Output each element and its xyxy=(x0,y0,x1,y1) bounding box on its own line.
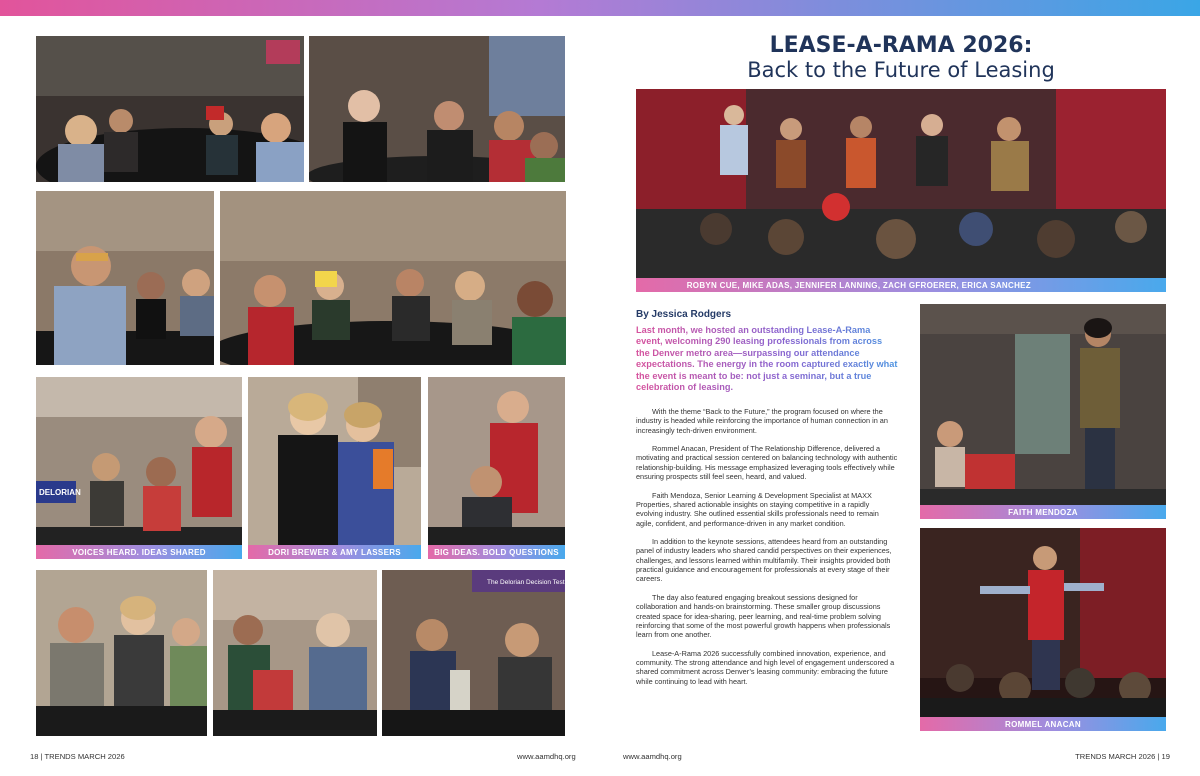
body-paragraph: Rommel Anacan, President of The Relationship Difference, delivered a motivating and practical session centered on balancing technology with authentic relationship-building. His message emphasized leveraging tools effectively while ensuring prospects still feel seen, heard, and valued. xyxy=(636,444,898,482)
article-title: LEASE-A-RAMA 2026: xyxy=(769,33,1033,58)
caption-voices-heard: VOICES HEARD. IDEAS SHARED xyxy=(36,545,242,559)
body-paragraph: Faith Mendoza, Senior Learning & Development Specialist at MAXX Properties, shared actionable insights on staying competitive in a rapidly evolving industry. She outlined essential skills professionals need to remain agile, confident, and performance-driven in any market condition. xyxy=(636,490,879,528)
top-gradient-bar xyxy=(0,0,1200,16)
caption-faith-mendoza: FAITH MENDOZA xyxy=(920,505,1166,519)
footer-right-page: TRENDS MARCH 2026 | 19 xyxy=(1075,752,1170,761)
photo-table-group-4 xyxy=(220,191,566,365)
footer-left-page: 18 | TRENDS MARCH 2026 xyxy=(30,752,125,761)
article-body xyxy=(636,407,898,695)
delorian-sign-text: DELORIAN xyxy=(39,488,81,497)
footer-right-url: www.aamdhq.org xyxy=(623,752,682,761)
photo-table-group-5 xyxy=(36,570,207,736)
caption-panel-speakers: ROBYN CUE, MIKE ADAS, JENNIFER LANNING, ZACH GFROERER, ERICA SANCHEZ xyxy=(636,278,1166,292)
byline: By Jessica Rodgers xyxy=(636,309,732,320)
photo-panel-speakers xyxy=(636,89,1166,292)
photo-rommel-anacan xyxy=(920,528,1166,731)
photo-table-group-3 xyxy=(36,191,214,365)
caption-big-ideas: BIG IDEAS. BOLD QUESTIONS xyxy=(428,545,565,559)
article-subtitle: Back to the Future of Leasing xyxy=(747,58,1055,82)
photo-dori-amy xyxy=(248,377,421,559)
caption-dori-amy: DORI BREWER & AMY LASSERS xyxy=(248,545,421,559)
photo-table-group-6 xyxy=(213,570,377,736)
photo-big-ideas xyxy=(428,377,565,559)
body-paragraph: In addition to the keynote sessions, attendees heard from an outstanding panel of industry leaders who shared candid perspectives on their experiences, challenges, and lessons learned within multifamily. Their insights provided both practical guidance and encouragement for professionals at every stage of their careers. xyxy=(636,537,892,584)
body-paragraph: The day also featured engaging breakout sessions designed for collaboration and hands-on brainstorming. These smaller group discussions created space for idea-sharing, peer learning, and real-time problem solving reinforcing that some of the most powerful growth happens when professionals learn from one another. xyxy=(636,592,891,640)
footer-left-url: www.aamdhq.org xyxy=(517,752,576,761)
caption-rommel-anacan: ROMMEL ANACAN xyxy=(920,717,1166,731)
photo-table-group-7 xyxy=(382,570,565,736)
photo-table-group-2 xyxy=(309,36,565,182)
photo-faith-mendoza xyxy=(920,304,1166,519)
body-paragraph: With the theme “Back to the Future,” the program focused on where the industry is headed while reinforcing the importance of human connection in an increasingly tech-driven environment. xyxy=(636,407,888,435)
lead-paragraph: Last month, we hosted an outstanding Lease-A-Rama event, welcoming 290 leasing professionals from across the Denver metro area—surpassing our attendance expectations. The energy in the room captured exactly what the event is meant to be: not just a seminar, but a true celebration of leasing. xyxy=(636,325,898,393)
photo-table-group-1 xyxy=(36,36,304,182)
screen-text: The Delorian Decision Test xyxy=(487,579,565,586)
photo-voices-heard xyxy=(36,377,242,559)
body-paragraph: Lease-A-Rama 2026 successfully combined innovation, experience, and community. The strong attendance and high level of engagement underscored a shared commitment across Denver’s leasing community: embracing the future while continuing to lead with heart. xyxy=(636,648,895,686)
